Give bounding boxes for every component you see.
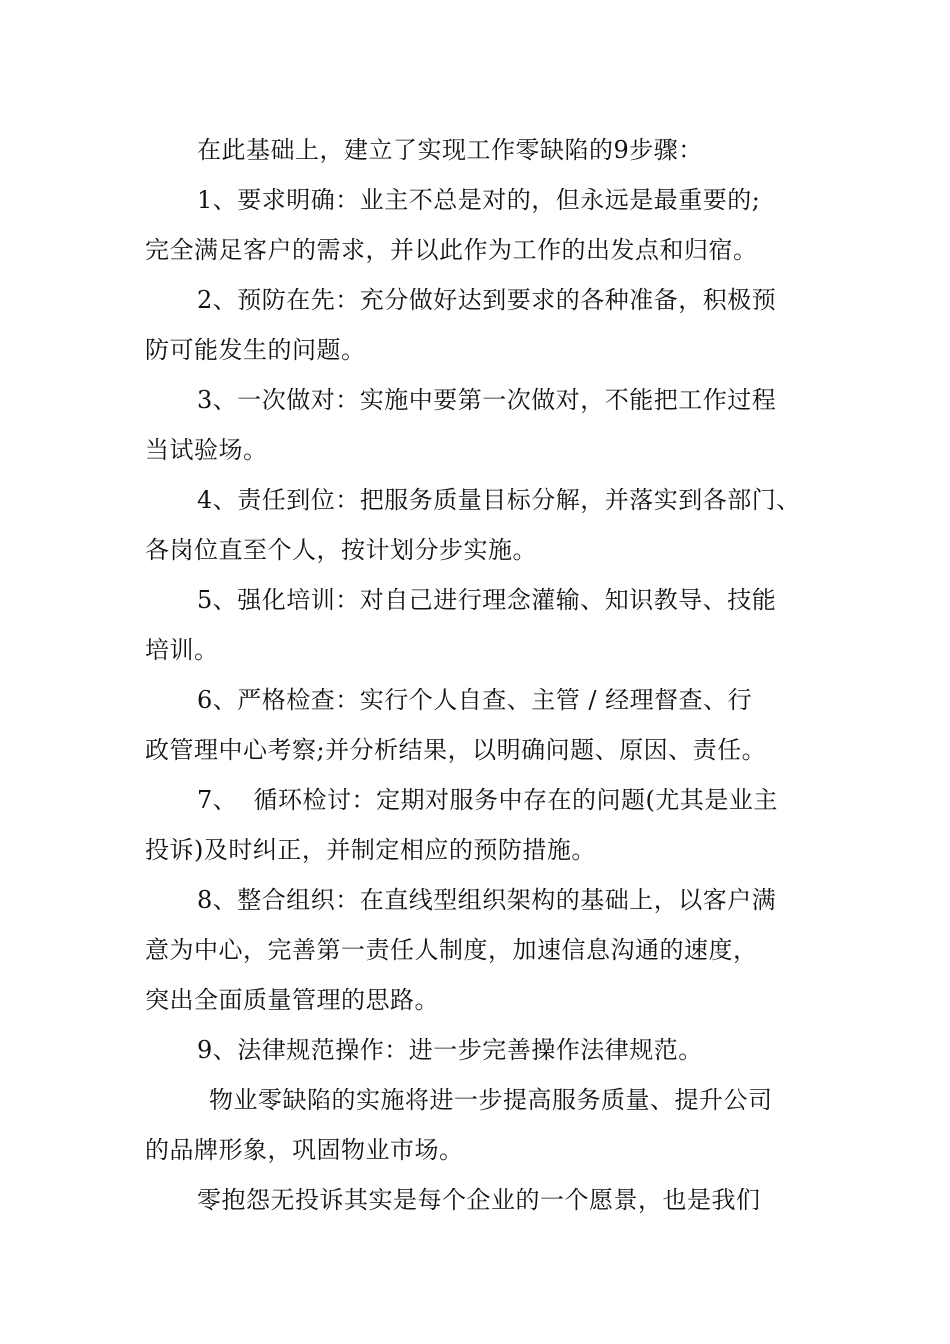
step-2-line-1: 2、预防在先：充分做好达到要求的各种准备，积极预: [197, 286, 777, 314]
step-5-line-2: 培训。: [145, 636, 219, 664]
step-5-line-1: 5、强化培训：对自己进行理念灌输、知识教导、技能: [197, 586, 777, 614]
step-2-line-2: 防可能发生的问题。: [145, 336, 366, 364]
step-7-line-1: 7、 循环检讨：定期对服务中存在的问题(尤其是业主: [197, 786, 778, 814]
step-3-line-2: 当试验场。: [145, 436, 268, 464]
step-6-line-2: 政管理中心考察;并分析结果，以明确问题、原因、责任。: [145, 736, 767, 764]
step-3-line-1: 3、一次做对：实施中要第一次做对，不能把工作过程: [197, 386, 777, 414]
step-4-line-2: 各岗位直至个人，按计划分步实施。: [145, 536, 537, 564]
step-1-line-1: 1、要求明确：业主不总是对的，但永远是最重要的;: [197, 186, 761, 214]
step-8-line-1: 8、整合组织：在直线型组织架构的基础上，以客户满: [197, 886, 777, 914]
step-1-line-2: 完全满足客户的需求，并以此作为工作的出发点和归宿。: [145, 236, 758, 264]
step-6-line-1: 6、严格检查：实行个人自查、主管 / 经理督查、行: [197, 686, 753, 714]
summary-line-2: 的品牌形象，巩固物业市场。: [145, 1136, 464, 1164]
summary-line-1: 物业零缺陷的实施将进一步提高服务质量、提升公司: [209, 1086, 773, 1114]
closing-line-1: 零抱怨无投诉其实是每个企业的一个愿景，也是我们: [197, 1186, 761, 1214]
intro-line: 在此基础上，建立了实现工作零缺陷的9步骤：: [197, 136, 703, 164]
step-7-line-2: 投诉)及时纠正，并制定相应的预防措施。: [145, 836, 596, 864]
step-9-line-1: 9、法律规范操作：进一步完善操作法律规范。: [197, 1036, 703, 1064]
step-4-line-1: 4、责任到位：把服务质量目标分解，并落实到各部门、: [197, 486, 801, 514]
step-8-line-2: 意为中心，完善第一责任人制度，加速信息沟通的速度，: [145, 936, 758, 964]
step-8-line-3: 突出全面质量管理的思路。: [145, 986, 439, 1014]
